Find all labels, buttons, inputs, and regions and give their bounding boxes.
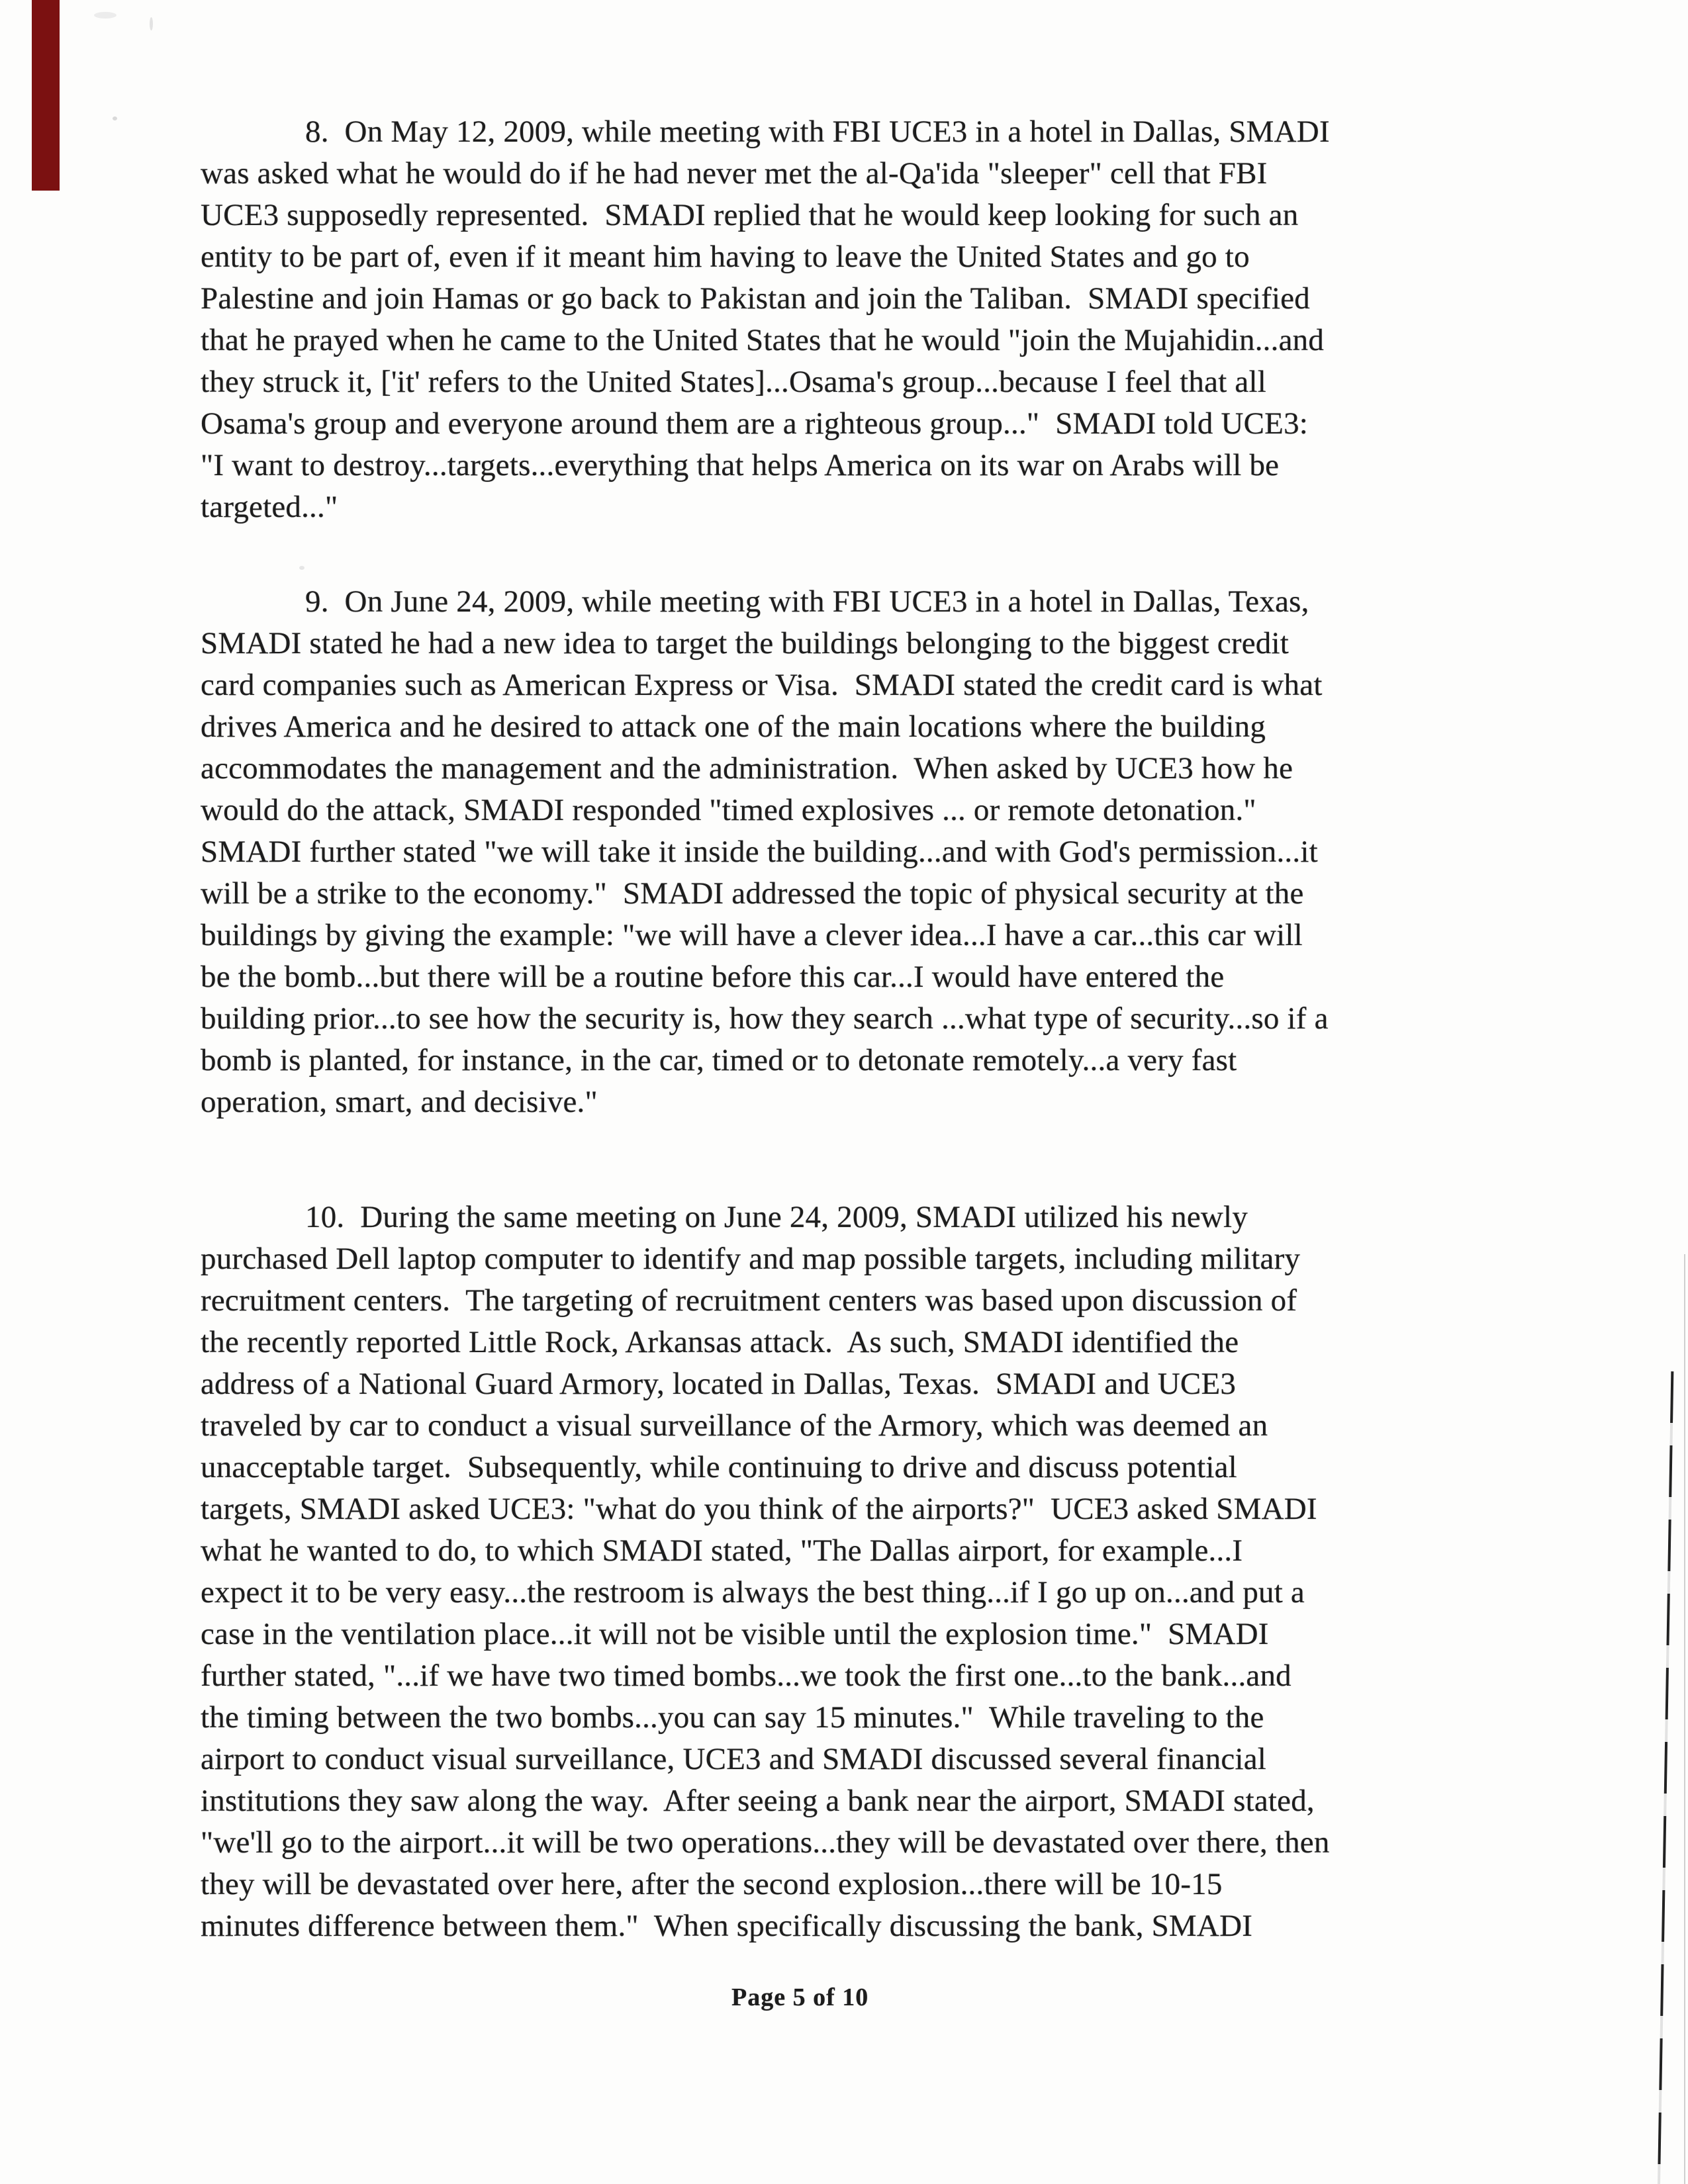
scan-speck [94, 12, 117, 19]
text-line: drives America and he desired to attack one of the main locations where the building [201, 709, 1266, 744]
text-line: purchased Dell laptop computer to identify and map possible targets, including military [201, 1242, 1301, 1276]
text-line: operation, smart, and decisive." [201, 1085, 598, 1119]
text-line: that he prayed when he came to the United States that he would "join the Mujahidin...and [201, 323, 1325, 357]
text-line: buildings by giving the example: "we will have a clever idea...I have a car...this car will [201, 918, 1303, 952]
page-number-footer: Page 5 of 10 [731, 1983, 869, 2011]
text-line: SMADI stated he had a new idea to target the buildings belonging to the biggest credit [201, 626, 1289, 660]
text-line: targeted..." [201, 490, 338, 524]
text-line: UCE3 supposedly represented. SMADI replied that he would keep looking for such an [201, 198, 1299, 232]
paragraph-8 [201, 111, 1478, 528]
text-line: what he wanted to do, to which SMADI stated, "The Dallas airport, for example...I [201, 1533, 1243, 1568]
text-line: address of a National Guard Armory, located in Dallas, Texas. SMADI and UCE3 [201, 1367, 1237, 1401]
text-line: was asked what he would do if he had never met the al-Qa'ida "sleeper" cell that FBI [201, 156, 1268, 191]
text-line: traveled by car to conduct a visual surveillance of the Armory, which was deemed an [201, 1408, 1268, 1443]
text-line: "I want to destroy...targets...everything that helps America on its war on Arabs will be [201, 448, 1280, 482]
text-line: will be a strike to the economy." SMADI addressed the topic of physical security at the [201, 876, 1304, 911]
text-line: the recently reported Little Rock, Arkansas attack. As such, SMADI identified the [201, 1325, 1239, 1359]
scan-artifact-page-edge-line [1684, 1254, 1685, 2184]
text-line: the timing between the two bombs...you can say 15 minutes." While traveling to the [201, 1700, 1264, 1735]
text-line: accommodates the management and the administration. When asked by UCE3 how he [201, 751, 1293, 786]
scan-artifact-dashed-edge-line [1658, 1371, 1673, 2184]
text-line: Palestine and join Hamas or go back to Pakistan and join the Taliban. SMADI specified [201, 281, 1310, 316]
text-line: Osama's group and everyone around them are a righteous group..." SMADI told UCE3: [201, 406, 1309, 441]
text-line: targets, SMADI asked UCE3: "what do you think of the airports?" UCE3 asked SMADI [201, 1492, 1317, 1526]
text-line: they struck it, ['it' refers to the United States]...Osama's group...because I feel that all [201, 365, 1266, 399]
text-line: 9. On June 24, 2009, while meeting with FBI UCE3 in a hotel in Dallas, Texas, [305, 584, 1309, 619]
text-line: case in the ventilation place...it will not be visible until the explosion time." SMADI [201, 1617, 1269, 1651]
text-line: unacceptable target. Subsequently, while continuing to drive and discuss potential [201, 1450, 1237, 1484]
scan-speck [150, 17, 153, 30]
text-line: be the bomb...but there will be a routine before this car...I would have entered the [201, 960, 1225, 994]
paragraph-9 [201, 581, 1478, 1123]
text-line: would do the attack, SMADI responded "timed explosives ... or remote detonation." [201, 793, 1256, 827]
scan-speck [299, 566, 305, 570]
text-line: further stated, "...if we have two timed bombs...we took the first one...to the bank...and [201, 1659, 1291, 1693]
text-line: airport to conduct visual surveillance, UCE3 and SMADI discussed several financial [201, 1742, 1267, 1776]
text-line: SMADI further stated "we will take it inside the building...and with God's permission...it [201, 835, 1318, 869]
text-line: building prior...to see how the security is, how they search ...what type of security...so if a [201, 1001, 1329, 1036]
text-line: institutions they saw along the way. After seeing a bank near the airport, SMADI stated, [201, 1784, 1315, 1818]
scan-speck [113, 116, 117, 120]
text-line: expect it to be very easy...the restroom is always the best thing...if I go up on...and put a [201, 1575, 1305, 1610]
text-line: 8. On May 12, 2009, while meeting with FBI UCE3 in a hotel in Dallas, SMADI [305, 114, 1330, 149]
text-line: minutes difference between them." When specifically discussing the bank, SMADI [201, 1909, 1253, 1943]
paragraph-10 [201, 1197, 1478, 1947]
text-line: card companies such as American Express or Visa. SMADI stated the credit card is what [201, 668, 1323, 702]
text-line: bomb is planted, for instance, in the car, timed or to detonate remotely...a very fast [201, 1043, 1237, 1077]
text-line: recruitment centers. The targeting of recruitment centers was based upon discussion of [201, 1283, 1297, 1318]
text-line: entity to be part of, even if it meant him having to leave the United States and go to [201, 240, 1250, 274]
text-line: 10. During the same meeting on June 24, 2009, SMADI utilized his newly [305, 1200, 1248, 1234]
scan-artifact-red-bar [32, 0, 60, 191]
text-line: "we'll go to the airport...it will be two operations...they will be devastated over there, then [201, 1825, 1330, 1860]
text-line: they will be devastated over here, after the second explosion...there will be 10-15 [201, 1867, 1223, 1901]
